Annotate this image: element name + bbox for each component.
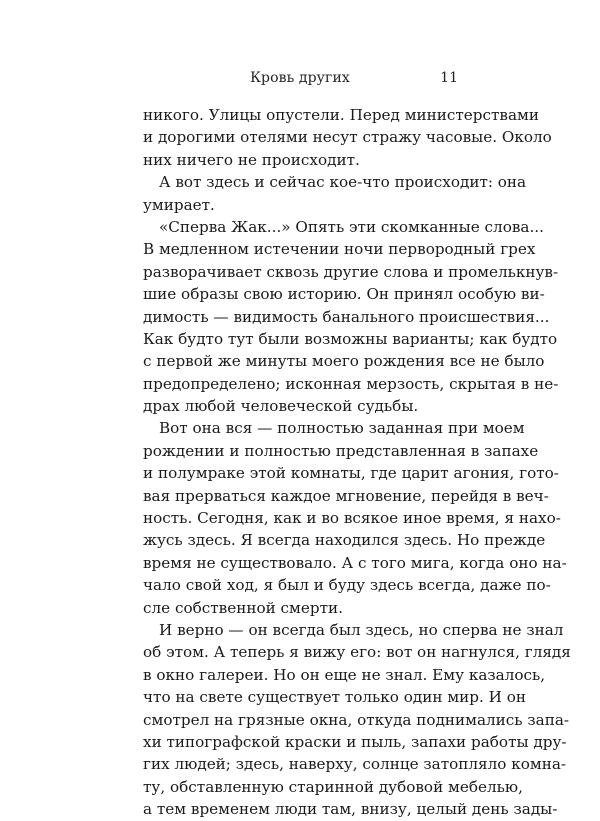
text-line: хи типографской краски и пыль, запахи работы дру- — [143, 732, 567, 751]
text-line: И верно — он всегда был здесь, но сперва не знал — [159, 620, 564, 639]
text-line: Как будто тут были возможны варианты; как будто — [143, 329, 558, 348]
text-line: «Сперва Жак...» Опять эти скомканные слова... — [159, 217, 544, 236]
text-line: ту, обставленную старинной дубовой мебелью, — [143, 777, 523, 796]
text-line: в окно галереи. Но он еще не знал. Ему казалось, — [143, 665, 546, 684]
text-line: об этом. А теперь я вижу его: вот он нагнулся, глядя — [143, 643, 571, 662]
text-line: вая прерваться каждое мгновение, перейдя в веч- — [143, 486, 549, 505]
text-line: шие образы свою историю. Он принял особую ви- — [143, 285, 545, 304]
text-line: что на свете существует только один мир. И он — [143, 688, 526, 707]
text-line: предопределено; исконная мерзость, скрытая в не- — [143, 374, 559, 393]
text-line: Вот она вся — полностью заданная при моем — [159, 419, 525, 438]
text-line: смотрел на грязные окна, откуда поднимались запа- — [143, 710, 570, 729]
body-text — [143, 104, 571, 821]
text-line: В медленном истечении ночи первородный грех — [143, 240, 536, 259]
text-line: жусь здесь. Я всегда находился здесь. Но прежде — [143, 531, 546, 550]
text-line: димость — видимость банального происшествия... — [143, 307, 550, 326]
text-line: и дорогими отелями несут стражу часовые. Около — [143, 128, 552, 147]
text-line: гих людей; здесь, наверху, солнце затопляло комна- — [143, 755, 567, 774]
text-line: умирает. — [143, 195, 215, 214]
text-line: время не существовало. А с того мига, когда оно на- — [143, 553, 567, 572]
text-line: никого. Улицы опустели. Перед министерствами — [143, 106, 539, 124]
text-line: драх любой человеческой судьбы. — [143, 397, 419, 416]
text-line: а тем временем люди там, внизу, целый день зады- — [143, 800, 558, 819]
page-number: 11 — [440, 70, 458, 86]
text-line: рождении и полностью представленная в запахе — [143, 441, 539, 460]
running-title: Кровь других — [250, 70, 350, 86]
text-line: и полумраке этой комнаты, где царит агония, гото- — [143, 464, 559, 483]
text-line: разворачивает сквозь другие слова и промелькнув- — [143, 262, 559, 281]
text-line: А вот здесь и сейчас кое-что происходит: она — [159, 173, 527, 192]
text-line: ность. Сегодня, как и во всякое иное время, я нахо- — [143, 509, 561, 528]
text-line: с первой же минуты моего рождения все не было — [143, 352, 545, 371]
text-line: них ничего не происходит. — [143, 150, 360, 169]
text-line: чало свой ход, я был и буду здесь всегда, даже по- — [143, 576, 551, 595]
text-line: сле собственной смерти. — [143, 598, 343, 617]
